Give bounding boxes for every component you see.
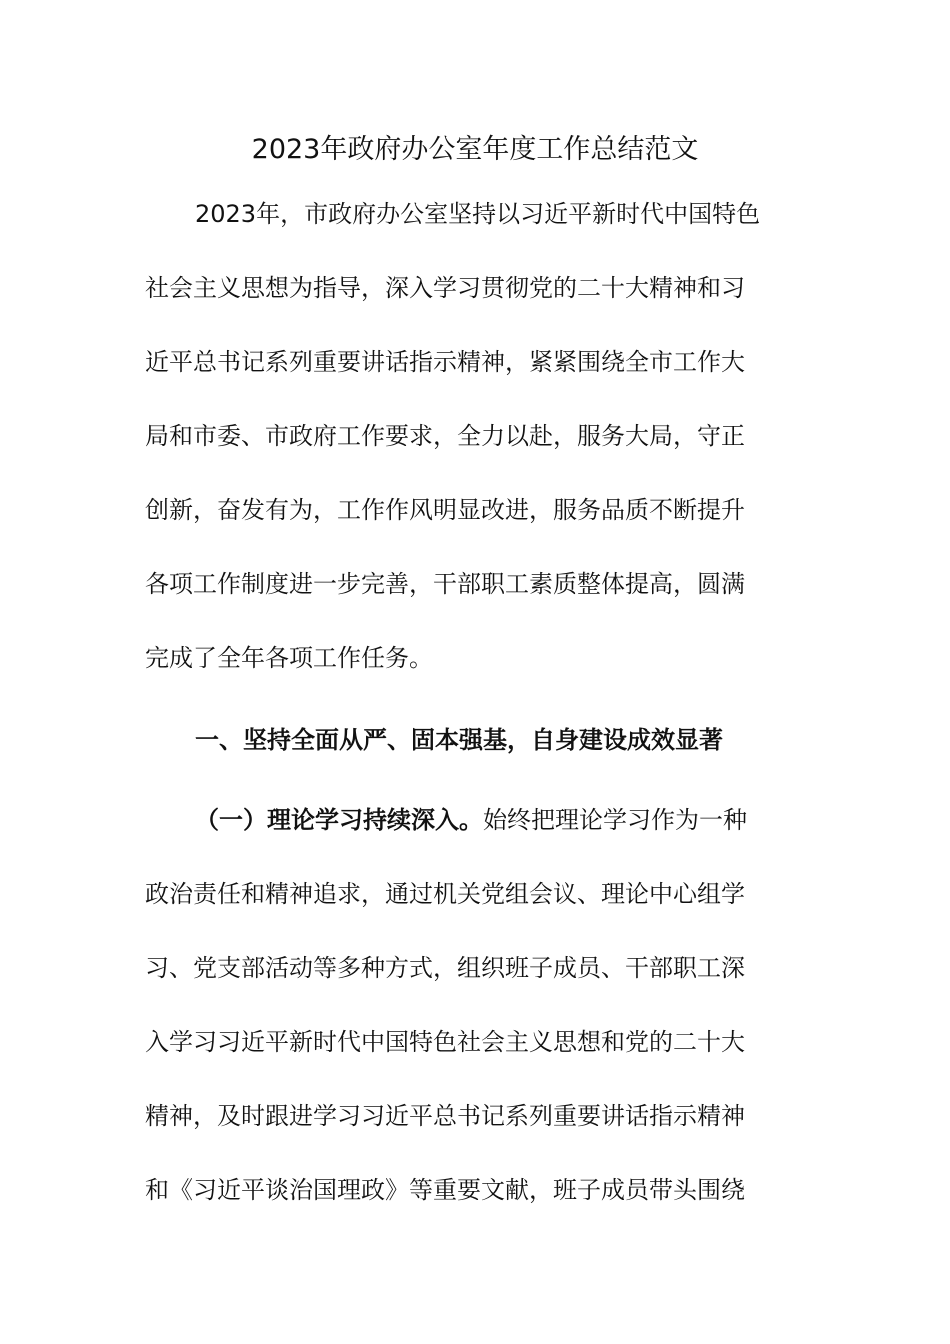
intro-paragraph-line: 局和市委、市政府工作要求，全力以赴，服务大局，守正	[145, 422, 745, 450]
subsection-title: （一）理论学习持续深入。	[195, 806, 483, 834]
subsection-paragraph-line: 习、党支部活动等多种方式，组织班子成员、干部职工深	[145, 954, 745, 982]
subsection-paragraph-line: 和《习近平谈治国理政》等重要文献，班子成员带头围绕	[145, 1176, 745, 1204]
intro-paragraph-line: 创新，奋发有为，工作作风明显改进，服务品质不断提升	[145, 496, 745, 524]
intro-paragraph-line: 完成了全年各项工作任务。	[145, 644, 433, 672]
subsection-paragraph-line: 精神，及时跟进学习习近平总书记系列重要讲话指示精神	[145, 1102, 745, 1130]
document-title: 2023年政府办公室年度工作总结范文	[251, 134, 699, 165]
subsection-paragraph-line: 入学习习近平新时代中国特色社会主义思想和党的二十大	[145, 1028, 745, 1056]
subsection-paragraph-line: 政治责任和精神追求，通过机关党组会议、理论中心组学	[145, 880, 745, 908]
intro-paragraph-line: 各项工作制度进一步完善，干部职工素质整体提高，圆满	[145, 570, 745, 598]
subsection-text: 始终把理论学习作为一种	[483, 806, 747, 834]
intro-paragraph-line: 近平总书记系列重要讲话指示精神，紧紧围绕全市工作大	[145, 348, 745, 376]
section-heading: 一、坚持全面从严、固本强基，自身建设成效显著	[195, 726, 723, 754]
subsection-paragraph-first-line	[195, 798, 865, 842]
intro-paragraph-line: 社会主义思想为指导，深入学习贯彻党的二十大精神和习	[145, 274, 745, 302]
intro-paragraph-line: 2023年，市政府办公室坚持以习近平新时代中国特色	[195, 200, 761, 228]
